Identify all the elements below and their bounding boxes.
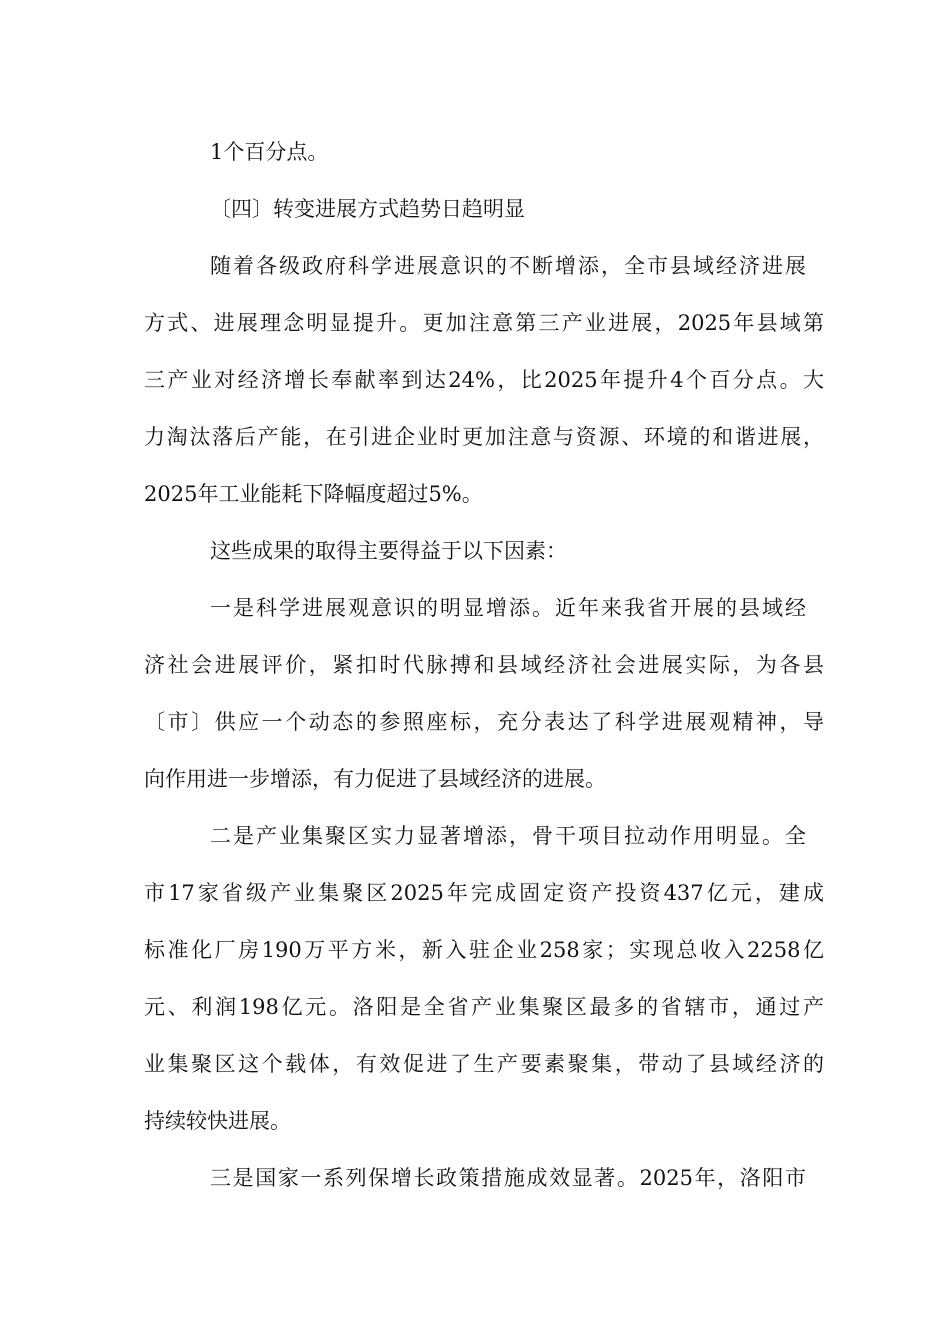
text-line-8: 这些成果的取得主要得益于以下因素： [210,539,567,563]
text-line-3: 随着各级政府科学进展意识的不断增添，全市县域经济进展 [210,254,806,278]
text-line-7: 2025年工业能耗下降幅度超过5%。 [144,482,483,506]
text-line-15: 标准化厂房190万平方米，新入驻企业258家；实现总收入2258亿 [144,938,824,962]
text-line-11: 〔市〕供应一个动态的参照座标，充分表达了科学进展观精神，导 [144,710,824,734]
text-line-14: 市17家省级产业集聚区2025年完成固定资产投资437亿元，建成 [144,881,824,905]
text-line-9: 一是科学进展观意识的明显增添。近年来我省开展的县域经 [210,596,806,620]
text-line-5: 三产业对经济增长奉献率到达24%，比2025年提升4个百分点。大 [144,368,824,392]
text-line-16: 元、利润198亿元。洛阳是全省产业集聚区最多的省辖市，通过产 [144,995,824,1019]
text-line-10: 济社会进展评价，紧扣时代脉搏和县域经济社会进展实际，为各县 [144,653,824,677]
text-line-6: 力淘汰落后产能，在引进企业时更加注意与资源、环境的和谐进展， [144,425,824,449]
text-line-12: 向作用进一步增添，有力促进了县域经济的进展。 [144,767,606,791]
text-line-1: 1个百分点。 [210,140,329,164]
text-line-19: 三是国家一系列保增长政策措施成效显著。2025年，洛阳市 [210,1166,806,1190]
text-line-4: 方式、进展理念明显提升。更加注意第三产业进展，2025年县域第 [144,311,824,335]
text-line-13: 二是产业集聚区实力显著增添，骨干项目拉动作用明显。全 [210,824,806,848]
text-line-18: 持续较快进展。 [144,1109,291,1133]
text-line-17: 业集聚区这个载体，有效促进了生产要素聚集，带动了县域经济的 [144,1052,824,1076]
section-heading: 〔四〕转变进展方式趋势日趋明显 [210,197,525,221]
